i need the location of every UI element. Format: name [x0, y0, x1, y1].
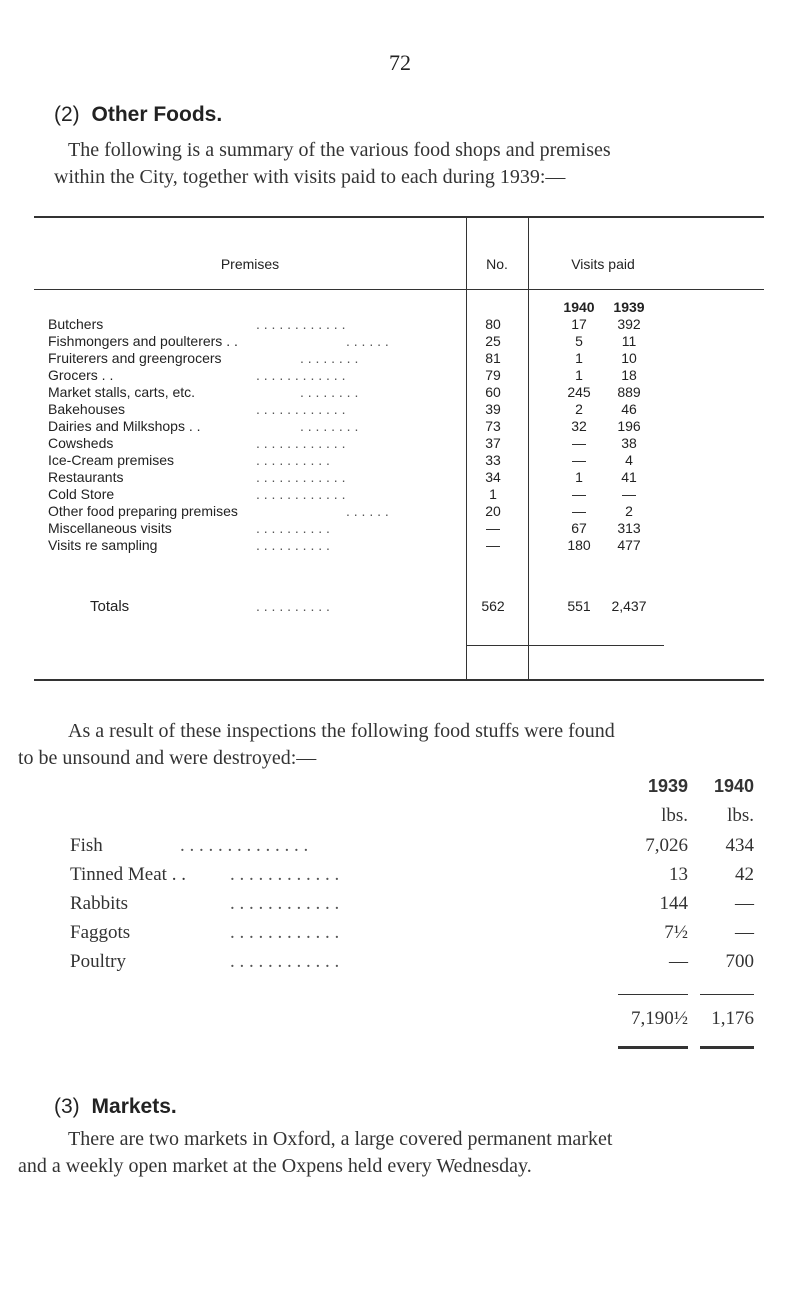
double-rule-1940	[700, 1046, 754, 1049]
premises-name: Other food preparing premises	[48, 503, 238, 519]
visits-1940: 1	[575, 367, 583, 383]
intro-line-1: The following is a summary of the various food shops and premises	[68, 139, 611, 161]
dot-leader: . . . . . . . . . .	[256, 452, 330, 468]
food-name: Rabbits	[70, 893, 129, 914]
premises-name: Butchers	[48, 316, 104, 332]
visits-1940: 180	[567, 537, 591, 553]
premises-name: Market stalls, carts, etc.	[48, 384, 196, 400]
total-1940: 1,176	[711, 1008, 754, 1029]
visits-1939: 11	[621, 333, 637, 349]
totals-count: 562	[481, 598, 505, 614]
sum-rule-1940	[700, 994, 754, 995]
dot-leader: . . . . . . . . . . . .	[230, 951, 340, 972]
dot-leader: . . . . . . . .	[300, 418, 359, 434]
food-1939: 7,026	[645, 835, 688, 856]
premises-name: Visits re sampling	[48, 537, 158, 553]
markets-paragraph	[0, 1126, 800, 1180]
header-1939: 1939	[647, 776, 688, 796]
visits-1940: —	[572, 503, 586, 519]
dot-leader: . . . . . . . . . . . .	[230, 864, 340, 885]
food-1940: 42	[735, 864, 754, 885]
premises-count: 81	[485, 350, 501, 366]
food-1939: 13	[669, 864, 688, 885]
premises-count: 37	[485, 435, 501, 451]
visits-1940: 2	[575, 401, 583, 417]
premises-count: 33	[485, 452, 501, 468]
premises-count: 60	[485, 384, 501, 400]
visits-1940: 67	[571, 520, 587, 536]
visits-1940: 1	[575, 350, 583, 366]
header-year-1940: 1940	[563, 299, 595, 315]
visits-1939: 392	[617, 316, 641, 332]
visits-1940: —	[572, 486, 586, 502]
header-no: No.	[486, 256, 508, 272]
visits-1940: —	[572, 452, 586, 468]
section-title: Markets.	[91, 1095, 177, 1118]
premises-count: —	[486, 520, 500, 536]
visits-1939: 10	[621, 350, 637, 366]
section-title: Other Foods.	[91, 103, 223, 126]
unit-1940: lbs.	[727, 805, 754, 826]
visits-1939: 313	[617, 520, 641, 536]
visits-1940: 17	[571, 316, 587, 332]
intro-line-2: within the City, together with visits paid to each during 1939:—	[54, 166, 566, 188]
dot-leader: . . . . . . . . . .	[256, 537, 330, 553]
section-number: (2)	[54, 103, 80, 126]
premises-name: Restaurants	[48, 469, 124, 485]
double-rule-1939	[618, 1046, 688, 1049]
food-1939: 7½	[664, 922, 688, 943]
premises-count: —	[486, 537, 500, 553]
dot-leader: . . . . . . . . . . . .	[256, 401, 346, 417]
header-visits-paid: Visits paid	[571, 256, 635, 272]
food-name: Tinned Meat . .	[70, 864, 186, 885]
food-1939: —	[669, 951, 688, 972]
food-1940: 700	[725, 951, 754, 972]
premises-name: Grocers . .	[48, 367, 114, 383]
page-number: 72	[389, 50, 411, 75]
markets-line-2: and a weekly open market at the Oxpens held every Wednesday.	[18, 1155, 532, 1177]
visits-1939: 4	[625, 452, 633, 468]
premises-name: Cowsheds	[48, 435, 114, 451]
dot-leader: . . . . . . . . . . . .	[256, 367, 346, 383]
totals-label: Totals	[90, 598, 130, 615]
totals-visits-1940: 551	[567, 598, 591, 614]
premises-count: 79	[485, 367, 501, 383]
markets-line-1: There are two markets in Oxford, a large covered permanent market	[68, 1128, 613, 1150]
food-1939: 144	[659, 893, 688, 914]
visits-1939: 38	[621, 435, 637, 451]
dot-leader: . . . . . . . . . . . .	[256, 486, 346, 502]
premises-name: Dairies and Milkshops . .	[48, 418, 201, 434]
premises-count: 39	[485, 401, 501, 417]
dot-leader: . . . . . . . . . . . .	[230, 922, 340, 943]
dot-leader: . . . . . . . . . . . .	[256, 469, 346, 485]
header-premises: Premises	[220, 256, 280, 272]
premises-count: 1	[489, 486, 497, 502]
food-name: Fish	[70, 835, 103, 856]
visits-1939: 41	[621, 469, 637, 485]
premises-count: 73	[485, 418, 501, 434]
food-1940: 434	[725, 835, 754, 856]
food-name: Faggots	[70, 922, 131, 943]
premises-name: Bakehouses	[48, 401, 126, 417]
dot-leader: . . . . . .	[346, 333, 389, 349]
dot-leader: . . . . . . . . . . . .	[256, 316, 346, 332]
totals-visits-1939: 2,437	[611, 598, 647, 614]
header-1940: 1940	[713, 776, 754, 796]
dot-leader: . . . . . . . . . .	[256, 598, 330, 614]
visits-1939: —	[622, 486, 636, 502]
premises-count: 80	[485, 316, 501, 332]
premises-name: Fishmongers and poulterers . .	[48, 333, 238, 349]
premises-name: Fruiterers and greengrocers	[48, 350, 222, 366]
dot-leader: . . . . . . . . . . . . . .	[180, 835, 309, 856]
premises-count: 25	[485, 333, 501, 349]
premises-name: Ice-Cream premises	[48, 452, 175, 468]
premises-name: Cold Store	[48, 486, 115, 502]
visits-1940: 1	[575, 469, 583, 485]
total-1939: 7,190½	[631, 1008, 688, 1029]
premises-name: Miscellaneous visits	[48, 520, 172, 536]
visits-1939: 477	[617, 537, 641, 553]
food-name: Poultry	[70, 951, 126, 972]
section-heading-markets	[54, 1095, 177, 1119]
dot-leader: . . . . . . . .	[300, 350, 359, 366]
visits-1939: 2	[625, 503, 633, 519]
visits-1940: —	[572, 435, 586, 451]
visits-1940: 32	[571, 418, 587, 434]
unit-1939: lbs.	[661, 805, 688, 826]
header-year-1939: 1939	[613, 299, 645, 315]
visits-1939: 46	[621, 401, 637, 417]
visits-1939: 889	[617, 384, 641, 400]
food-1940: —	[735, 922, 754, 943]
visits-1940: 245	[567, 384, 591, 400]
unsound-line-2: to be unsound and were destroyed:—	[18, 747, 317, 769]
dot-leader: . . . . . . . .	[300, 384, 359, 400]
dot-leader: . . . . . . . . . .	[256, 520, 330, 536]
visits-1940: 5	[575, 333, 583, 349]
dot-leader: . . . . . . . . . . . .	[256, 435, 346, 451]
visits-1939: 18	[621, 367, 637, 383]
sum-rule-1939	[618, 994, 688, 995]
dot-leader: . . . . . .	[346, 503, 389, 519]
premises-count: 34	[485, 469, 501, 485]
visits-1939: 196	[617, 418, 641, 434]
premises-count: 20	[485, 503, 501, 519]
dot-leader: . . . . . . . . . . . .	[230, 893, 340, 914]
food-1940: —	[735, 893, 754, 914]
section-number: (3)	[54, 1095, 80, 1118]
unsound-line-1: As a result of these inspections the following food stuffs were found	[68, 720, 615, 742]
